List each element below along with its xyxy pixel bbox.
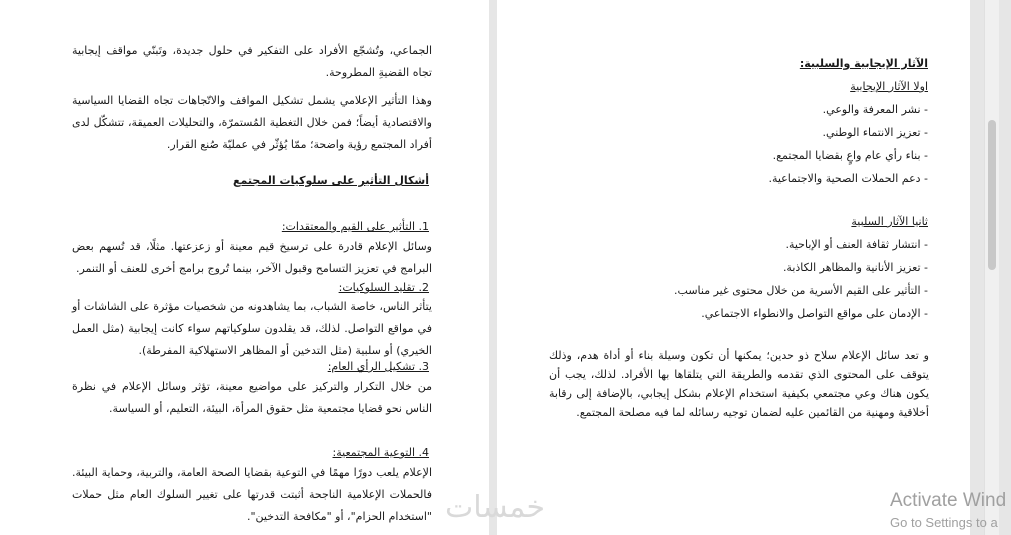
khamsat-watermark: خمسات: [445, 490, 546, 525]
activate-windows-title: Activate Wind: [890, 490, 1007, 511]
negative-title: ثانيا الآثار السلبية: [851, 215, 928, 228]
intro-paragraph-1: الجماعي، وتُشجّع الأفراد على التفكير في حلول جديدة، وتَبنّي مواقف إيجابية تجاه القضيةِ المطروحة.: [72, 44, 432, 79]
item-4-title: 4. التوعية المجتمعية:: [332, 446, 429, 459]
negative-item: - تعزيز الأنانية والمظاهر الكاذبة.: [782, 261, 928, 274]
positive-item: - بناء رأي عام واعٍ بقضايا المجتمع.: [772, 149, 928, 162]
section-heading: أشكال التأثير على سلوكيات المجتمع: [233, 174, 429, 187]
document-page-right: [497, 0, 970, 535]
item-2-title: 2. تقليد السلوكيات:: [338, 281, 429, 294]
negative-item: - انتشار ثقافة العنف أو الإباحية.: [785, 238, 928, 251]
intro-paragraph-2: وهذا التأثير الإعلامي يشمل تشكيل المواقف والاتّجاهات تجاه القضايا السياسية والاقتصادية أيضاً؛ فمن خلال التغطية المُستمرّة، والتحليلات العميقة، تتشكّل لدى أفراد المجتمع رؤية واضحة؛ ممّا يُؤثّر في عمليّة صُنع القرار.: [72, 94, 432, 151]
item-1-title: 1. التأثير على القيم والمعتقدات:: [281, 220, 429, 233]
conclusion-paragraph: و تعد سائل الإعلام سلاح ذو حدين؛ يمكنها أن تكون وسيلة بناء أو أداة هدم، وذلك يتوقف على المحتوى الذي تقدمه والطريقة التي يتلقاها بها الأفراد. لذلك، يجب أن يكون هناك وعي مجتمعي بكيفية استخدام الإعلام بشكل إيجابي، بالإضافة إلى رقابة أخلاقية ومهنية من القائمين عليه لضمان توجيه رسائله لما فيه مصلحة المجتمع.: [549, 349, 929, 419]
positive-item: - تعزيز الانتماء الوطني.: [822, 126, 928, 139]
negative-item: - التأثير على القيم الأسرية من خلال محتوى غير مناسب.: [674, 284, 928, 297]
item-3-title: 3. تشكيل الرأي العام:: [327, 360, 429, 373]
positive-item: - دعم الحملات الصحية والاجتماعية.: [768, 172, 928, 185]
document-page-left: [0, 0, 489, 535]
item-2-body: يتأثر الناس، خاصة الشباب، بما يشاهدونه من شخصيات مؤثرة على الشاشات أو في مواقع التواصل. لذلك، قد يقلدون سلوكياتهم سواء كانت إيجابية (مثل العمل الخيري) أو سلبية (مثل التدخين أو المظاهر الاستهلاكية المفرطة).: [72, 300, 432, 357]
item-4-body: الإعلام يلعب دورًا مهمًا في التوعية بقضايا الصحة العامة، والتربية، وحماية البيئة. فالحملات الإعلامية الناجحة أثبتت قدرتها على تغيير السلوك العام مثل حملات "استخدام الحزام"، أو "مكافحة التدخين".: [72, 466, 432, 523]
negative-item: - الإدمان على مواقع التواصل والانطواء الاجتماعي.: [701, 307, 928, 320]
scrollbar-thumb[interactable]: [988, 120, 996, 270]
positive-title: اولا الآثار الإيجابية: [850, 80, 928, 93]
item-1-body: وسائل الإعلام قادرة على ترسيخ قيم معينة أو زعزعتها. مثلًا، قد تُسهم بعض البرامج في تعزيز التسامح وقبول الآخر، بينما تُروج برامج أخرى للعنف أو التنمر.: [72, 240, 432, 275]
item-3-body: من خلال التكرار والتركيز على مواضيع معينة، تؤثر وسائل الإعلام في نظرة الناس نحو قضايا مجتمعية مثل حقوق المرأة، البيئة، التعليم، أو السياسة.: [72, 380, 432, 415]
vertical-scrollbar[interactable]: [984, 0, 999, 535]
effects-heading: الآثار الإيجابية والسلبية:: [799, 57, 928, 70]
positive-item: - نشر المعرفة والوعي.: [822, 103, 928, 116]
activate-windows-subtitle: Go to Settings to a: [890, 515, 998, 530]
